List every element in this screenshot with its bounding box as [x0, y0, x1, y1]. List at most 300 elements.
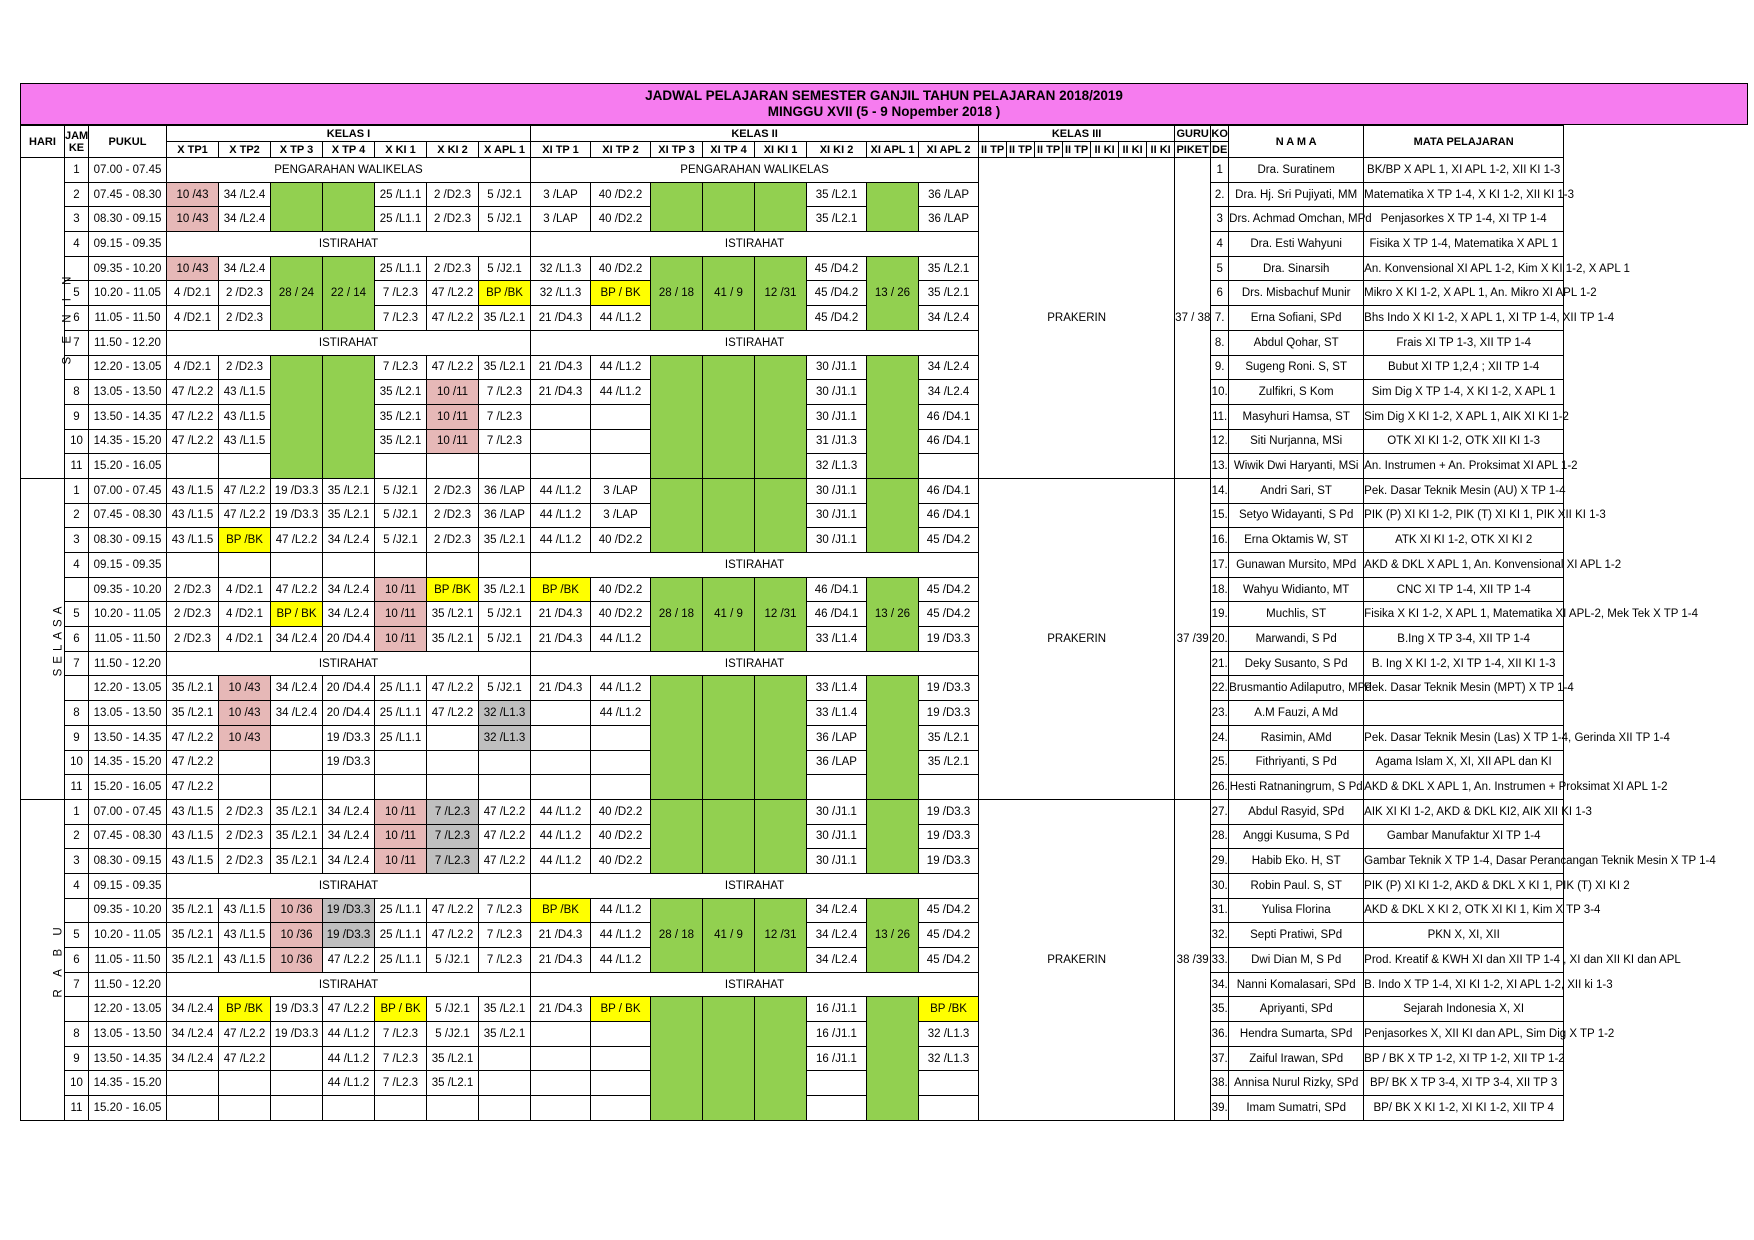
col-kelas2: KELAS II	[531, 126, 979, 142]
lesson-cell: 45 /D4.2	[919, 577, 979, 602]
lesson-cell: 40 /D2.2	[591, 824, 651, 849]
lesson-cell: 5 /J2.1	[479, 676, 531, 701]
class-header-k1: X TP 3	[271, 142, 323, 158]
lesson-cell: 34 /L2.4	[167, 997, 219, 1022]
period-time: 13.05 - 13.50	[89, 701, 167, 726]
lesson-cell: 5 /J2.1	[375, 503, 427, 528]
lesson-cell: 16 /J1.1	[807, 1022, 867, 1047]
lesson-cell: 45 /D4.2	[919, 948, 979, 973]
period-number	[65, 997, 89, 1022]
period-time: 15.20 - 16.05	[89, 775, 167, 800]
lesson-cell	[427, 553, 479, 578]
section-label: ISTIRAHAT	[531, 972, 979, 997]
day-label	[21, 478, 65, 799]
lesson-cell	[375, 775, 427, 800]
period-time: 11.05 - 11.50	[89, 948, 167, 973]
col-kelas3: KELAS III	[979, 126, 1175, 142]
lesson-cell	[591, 1096, 651, 1121]
lesson-cell: 21 /D4.3	[531, 355, 591, 380]
lesson-cell	[591, 429, 651, 454]
schedule-week: MINGGU XVII (5 - 9 Nopember 2018 )	[767, 104, 1001, 119]
teacher-name: Dra. Suratinem	[1229, 158, 1364, 183]
lesson-cell: 32 /L1.3	[479, 701, 531, 726]
lesson-cell	[271, 750, 323, 775]
teacher-code: 30.	[1211, 873, 1229, 898]
lesson-cell: 44 /L1.2	[531, 528, 591, 553]
teacher-name: Erna Oktamis W, ST	[1229, 528, 1364, 553]
lesson-cell: 44 /L1.2	[531, 478, 591, 503]
lesson-cell: 44 /L1.2	[591, 923, 651, 948]
lesson-cell: 43 /L1.5	[219, 923, 271, 948]
lesson-cell: 10 /36	[271, 948, 323, 973]
lesson-cell	[479, 1071, 531, 1096]
lesson-cell	[271, 725, 323, 750]
lesson-cell	[219, 775, 271, 800]
teacher-name: Apriyanti, SPd	[1229, 997, 1364, 1022]
lesson-cell: 5 /J2.1	[479, 182, 531, 207]
teacher-subject	[1364, 701, 1564, 726]
lesson-cell	[651, 478, 703, 552]
lesson-cell: 43 /L1.5	[167, 849, 219, 874]
lesson-cell: 35 /L2.1	[807, 207, 867, 232]
teacher-name: Abdul Rasyid, SPd	[1229, 799, 1364, 824]
lesson-cell	[531, 1022, 591, 1047]
lesson-cell: 10 /11	[427, 380, 479, 405]
lesson-cell	[531, 775, 591, 800]
lesson-cell	[807, 775, 867, 800]
lesson-cell	[651, 182, 703, 231]
lesson-cell: 7 /L2.3	[375, 281, 427, 306]
lesson-cell: 30 /J1.1	[807, 799, 867, 824]
lesson-cell	[591, 1046, 651, 1071]
period-time: 07.45 - 08.30	[89, 824, 167, 849]
lesson-cell: 43 /L1.5	[219, 898, 271, 923]
lesson-cell: 7 /L2.3	[375, 355, 427, 380]
lesson-cell: 34 /L2.4	[271, 701, 323, 726]
period-number: 3	[65, 849, 89, 874]
lesson-cell: 47 /L2.2	[167, 380, 219, 405]
period-number: 11	[65, 1096, 89, 1121]
col-hari: HARI	[21, 126, 65, 158]
lesson-cell: 25 /L1.1	[375, 207, 427, 232]
schedule-row	[21, 577, 1564, 602]
period-time: 10.20 - 11.05	[89, 923, 167, 948]
lesson-cell: 46 /D4.1	[919, 503, 979, 528]
teacher-subject: PKN X, XI, XII	[1364, 923, 1564, 948]
schedule-row	[21, 330, 1564, 355]
lesson-cell: 4 /D2.1	[219, 577, 271, 602]
day-name: R A B U	[52, 922, 65, 998]
teacher-name: Masyhuri Hamsa, ST	[1229, 404, 1364, 429]
lesson-cell: 47 /L2.2	[479, 824, 531, 849]
lesson-cell: 2 /D2.3	[427, 528, 479, 553]
class-header-k1: X TP 4	[323, 142, 375, 158]
lesson-cell: 16 /J1.1	[807, 997, 867, 1022]
lesson-cell	[591, 404, 651, 429]
lesson-cell: 47 /L2.2	[167, 750, 219, 775]
lesson-cell	[219, 553, 271, 578]
lesson-cell: 4 /D2.1	[167, 281, 219, 306]
lesson-cell	[427, 750, 479, 775]
lesson-cell: 34 /L2.4	[219, 207, 271, 232]
lesson-cell: 44 /L1.2	[591, 355, 651, 380]
teacher-name: Yulisa Florina	[1229, 898, 1364, 923]
lesson-cell: 4 /D2.1	[219, 627, 271, 652]
teacher-name: Dra. Hj. Sri Pujiyati, MM	[1229, 182, 1364, 207]
period-number: 1	[65, 799, 89, 824]
lesson-cell	[531, 701, 591, 726]
teacher-code: 22.	[1211, 676, 1229, 701]
lesson-cell	[271, 1046, 323, 1071]
lesson-cell: 2 /D2.3	[219, 824, 271, 849]
period-number: 4	[65, 232, 89, 257]
lesson-cell	[651, 355, 703, 478]
lesson-cell: 2 /D2.3	[167, 627, 219, 652]
class-header-k3: II KI	[1147, 142, 1175, 158]
period-time: 15.20 - 16.05	[89, 454, 167, 479]
lesson-cell: 7 /L2.3	[375, 1071, 427, 1096]
lesson-cell: 36 /LAP	[479, 503, 531, 528]
col-piket: PIKET	[1176, 143, 1209, 156]
lesson-cell: 21 /D4.3	[531, 923, 591, 948]
lesson-cell	[427, 454, 479, 479]
guru-piket: 37 / 38	[1175, 158, 1211, 479]
day-name: SELASA	[52, 601, 65, 677]
period-number: 10	[65, 429, 89, 454]
lesson-cell: 2 /D2.3	[219, 849, 271, 874]
lesson-cell: 2 /D2.3	[167, 577, 219, 602]
teacher-name: Dwi Dian M, S Pd	[1229, 948, 1364, 973]
lesson-cell: 34 /L2.4	[271, 627, 323, 652]
schedule-row	[21, 182, 1564, 207]
lesson-cell: 19 /D3.3	[919, 701, 979, 726]
lesson-cell: 19 /D3.3	[323, 725, 375, 750]
lesson-cell: 19 /D3.3	[919, 824, 979, 849]
period-time: 13.50 - 14.35	[89, 1046, 167, 1071]
lesson-cell: 44 /L1.2	[591, 627, 651, 652]
lesson-cell	[755, 182, 807, 231]
lesson-cell: 44 /L1.2	[591, 948, 651, 973]
lesson-cell	[323, 1096, 375, 1121]
period-time: 13.05 - 13.50	[89, 1022, 167, 1047]
teacher-subject: Pek. Dasar Teknik Mesin (AU) X TP 1-4	[1364, 478, 1564, 503]
class-header-k2: XI KI 2	[807, 142, 867, 158]
class-header-k2: XI APL 2	[919, 142, 979, 158]
col-jam	[65, 126, 89, 158]
col-kelas1: KELAS I	[167, 126, 531, 142]
section-label: ISTIRAHAT	[531, 553, 979, 578]
lesson-cell: 36 /LAP	[807, 750, 867, 775]
lesson-cell: 4 /D2.1	[167, 306, 219, 331]
lesson-cell: 40 /D2.2	[591, 602, 651, 627]
lesson-cell: 47 /L2.2	[219, 1046, 271, 1071]
lesson-cell: 19 /D3.3	[271, 997, 323, 1022]
lesson-cell	[755, 355, 807, 478]
teacher-subject: Penjasorkes X TP 1-4, XI TP 1-4	[1364, 207, 1564, 232]
lesson-cell	[531, 454, 591, 479]
teacher-name: Brusmantio Adilaputro, MPd	[1229, 676, 1364, 701]
class-header-k1: X KI 2	[427, 142, 479, 158]
lesson-cell: 47 /L2.2	[427, 355, 479, 380]
lesson-cell	[219, 1096, 271, 1121]
lesson-cell: 10 /36	[271, 923, 323, 948]
lesson-cell	[271, 1096, 323, 1121]
lesson-cell: 25 /L1.1	[375, 701, 427, 726]
lesson-cell: 10 /11	[427, 404, 479, 429]
lesson-cell: 19 /D3.3	[919, 627, 979, 652]
lesson-cell: 19 /D3.3	[919, 676, 979, 701]
lesson-cell: 2 /D2.3	[427, 503, 479, 528]
teacher-name: Abdul Qohar, ST	[1229, 330, 1364, 355]
section-label: ISTIRAHAT	[167, 651, 531, 676]
lesson-cell: 7 /L2.3	[479, 948, 531, 973]
lesson-cell: 28 / 24	[271, 256, 323, 330]
teacher-name: Setyo Widayanti, S Pd	[1229, 503, 1364, 528]
lesson-cell: 7 /L2.3	[479, 429, 531, 454]
teacher-name: Marwandi, S Pd	[1229, 627, 1364, 652]
lesson-cell: 25 /L1.1	[375, 676, 427, 701]
schedule-row	[21, 676, 1564, 701]
lesson-cell: BP /BK	[479, 281, 531, 306]
lesson-cell: 30 /J1.1	[807, 849, 867, 874]
period-number: 5	[65, 281, 89, 306]
teacher-code: 23.	[1211, 701, 1229, 726]
teacher-subject: Pek. Dasar Teknik Mesin (MPT) X TP 1-4	[1364, 676, 1564, 701]
lesson-cell: 40 /D2.2	[591, 182, 651, 207]
lesson-cell: 10 /43	[167, 207, 219, 232]
lesson-cell: 35 /L2.1	[323, 478, 375, 503]
period-time: 09.35 - 10.20	[89, 577, 167, 602]
lesson-cell: 34 /L2.4	[323, 528, 375, 553]
teacher-subject: Agama Islam X, XI, XII APL dan KI	[1364, 750, 1564, 775]
class-header-k2: XI TP 3	[651, 142, 703, 158]
col-guru: GURU	[1176, 127, 1209, 140]
class-header-k3: II TP	[1007, 142, 1035, 158]
lesson-cell: 21 /D4.3	[531, 306, 591, 331]
lesson-cell: 32 /L1.3	[479, 725, 531, 750]
lesson-cell	[167, 1096, 219, 1121]
lesson-cell: 31 /J1.3	[807, 429, 867, 454]
lesson-cell: 43 /L1.5	[219, 429, 271, 454]
period-number: 1	[65, 158, 89, 183]
teacher-name: Imam Sumatri, SPd	[1229, 1096, 1364, 1121]
lesson-cell: 32 /L1.3	[919, 1046, 979, 1071]
period-time: 15.20 - 16.05	[89, 1096, 167, 1121]
teacher-code: 26.	[1211, 775, 1229, 800]
period-number: 8	[65, 380, 89, 405]
schedule-row	[21, 997, 1564, 1022]
class-header-k1: X APL 1	[479, 142, 531, 158]
lesson-cell	[591, 1022, 651, 1047]
period-time: 14.35 - 15.20	[89, 429, 167, 454]
period-time: 13.50 - 14.35	[89, 725, 167, 750]
lesson-cell: 41 / 9	[703, 577, 755, 651]
lesson-cell	[219, 1071, 271, 1096]
schedule-table	[20, 125, 1716, 1121]
lesson-cell	[755, 478, 807, 552]
lesson-cell	[867, 478, 919, 552]
teacher-subject: B. Indo X TP 1-4, XI KI 1-2, XI APL 1-2, XII ki 1-3	[1364, 972, 1564, 997]
lesson-cell: 30 /J1.1	[807, 380, 867, 405]
period-time: 11.50 - 12.20	[89, 651, 167, 676]
teacher-code: 24.	[1211, 725, 1229, 750]
teacher-code: 3	[1211, 207, 1229, 232]
period-number: 2	[65, 824, 89, 849]
section-label: ISTIRAHAT	[167, 232, 531, 257]
teacher-subject: BP/ BK X TP 3-4, XI TP 3-4, XII TP 3	[1364, 1071, 1564, 1096]
teacher-code: 33.	[1211, 948, 1229, 973]
lesson-cell: 35 /L2.1	[919, 750, 979, 775]
lesson-cell	[375, 1096, 427, 1121]
lesson-cell	[219, 454, 271, 479]
period-time: 11.05 - 11.50	[89, 627, 167, 652]
period-time: 07.00 - 07.45	[89, 478, 167, 503]
lesson-cell: 2 /D2.3	[427, 256, 479, 281]
lesson-cell: 35 /L2.1	[375, 380, 427, 405]
lesson-cell: 3 /LAP	[531, 207, 591, 232]
lesson-cell: 47 /L2.2	[167, 404, 219, 429]
lesson-cell: 46 /D4.1	[919, 478, 979, 503]
period-time: 12.20 - 13.05	[89, 355, 167, 380]
lesson-cell: 7 /L2.3	[479, 380, 531, 405]
teacher-code: 20.	[1211, 627, 1229, 652]
class-header-k3: II TP	[1035, 142, 1063, 158]
lesson-cell: 47 /L2.2	[427, 676, 479, 701]
lesson-cell: 46 /D4.1	[919, 429, 979, 454]
teacher-subject: AKD & DKL X KI 2, OTK XI KI 1, Kim X TP 3-4	[1364, 898, 1564, 923]
lesson-cell: 20 /D4.4	[323, 627, 375, 652]
period-number: 5	[65, 602, 89, 627]
lesson-cell: 34 /L2.4	[219, 182, 271, 207]
lesson-cell: 21 /D4.3	[531, 627, 591, 652]
teacher-name: Zaiful Irawan, SPd	[1229, 1046, 1364, 1071]
col-nama: N A M A	[1229, 126, 1364, 158]
period-number	[65, 676, 89, 701]
lesson-cell: 7 /L2.3	[427, 824, 479, 849]
lesson-cell: 35 /L2.1	[479, 528, 531, 553]
lesson-cell: 45 /D4.2	[807, 281, 867, 306]
lesson-cell: 45 /D4.2	[919, 602, 979, 627]
lesson-cell	[375, 750, 427, 775]
lesson-cell	[591, 775, 651, 800]
lesson-cell: 22 / 14	[323, 256, 375, 330]
lesson-cell: 13 / 26	[867, 256, 919, 330]
period-number: 1	[65, 478, 89, 503]
lesson-cell: 35 /L2.1	[427, 1046, 479, 1071]
lesson-cell	[867, 997, 919, 1120]
lesson-cell: 47 /L2.2	[427, 701, 479, 726]
teacher-name: Septi Pratiwi, SPd	[1229, 923, 1364, 948]
day-name: S E N I N	[61, 271, 74, 365]
lesson-cell: 43 /L1.5	[219, 404, 271, 429]
period-time: 10.20 - 11.05	[89, 602, 167, 627]
lesson-cell	[531, 750, 591, 775]
lesson-cell: 19 /D3.3	[323, 750, 375, 775]
lesson-cell: BP /BK	[427, 577, 479, 602]
teacher-code: 35.	[1211, 997, 1229, 1022]
lesson-cell: 7 /L2.3	[375, 1046, 427, 1071]
class-header-k2: XI TP 1	[531, 142, 591, 158]
period-time: 10.20 - 11.05	[89, 281, 167, 306]
lesson-cell	[167, 553, 219, 578]
teacher-code: 18.	[1211, 577, 1229, 602]
lesson-cell	[919, 454, 979, 479]
lesson-cell	[479, 750, 531, 775]
section-label: PENGARAHAN WALIKELAS	[167, 158, 531, 183]
teacher-code: 1	[1211, 158, 1229, 183]
lesson-cell: 35 /L2.1	[919, 256, 979, 281]
lesson-cell	[591, 750, 651, 775]
lesson-cell: 2 /D2.3	[167, 602, 219, 627]
schedule-row	[21, 553, 1564, 578]
schedule-row	[21, 478, 1564, 503]
lesson-cell: 47 /L2.2	[479, 799, 531, 824]
period-number: 3	[65, 528, 89, 553]
lesson-cell: 34 /L2.4	[271, 676, 323, 701]
teacher-name: Siti Nurjanna, MSi	[1229, 429, 1364, 454]
lesson-cell: 44 /L1.2	[531, 824, 591, 849]
teacher-code: 37.	[1211, 1046, 1229, 1071]
lesson-cell: 16 /J1.1	[807, 1046, 867, 1071]
period-time: 07.00 - 07.45	[89, 799, 167, 824]
lesson-cell	[807, 1071, 867, 1096]
class-header-k1: X KI 1	[375, 142, 427, 158]
lesson-cell: 47 /L2.2	[479, 849, 531, 874]
lesson-cell: 25 /L1.1	[375, 923, 427, 948]
lesson-cell: 28 / 18	[651, 577, 703, 651]
teacher-code: 4	[1211, 232, 1229, 257]
lesson-cell: 19 /D3.3	[919, 799, 979, 824]
teacher-code: 13.	[1211, 454, 1229, 479]
teacher-subject: BP/ BK X KI 1-2, XI KI 1-2, XII TP 4	[1364, 1096, 1564, 1121]
lesson-cell: 12 /31	[755, 256, 807, 330]
lesson-cell	[167, 1071, 219, 1096]
lesson-cell: 12 /31	[755, 577, 807, 651]
period-time: 07.45 - 08.30	[89, 182, 167, 207]
teacher-subject: Frais XI TP 1-3, XII TP 1-4	[1364, 330, 1564, 355]
lesson-cell: 7 /L2.3	[375, 1022, 427, 1047]
teacher-code: 34.	[1211, 972, 1229, 997]
lesson-cell	[271, 1071, 323, 1096]
teacher-code: 36.	[1211, 1022, 1229, 1047]
lesson-cell: 44 /L1.2	[323, 1046, 375, 1071]
lesson-cell: 35 /L2.1	[919, 281, 979, 306]
lesson-cell: 2 /D2.3	[219, 281, 271, 306]
lesson-cell: 28 / 18	[651, 256, 703, 330]
lesson-cell: 47 /L2.2	[167, 725, 219, 750]
lesson-cell: 47 /L2.2	[427, 306, 479, 331]
period-time: 09.15 - 09.35	[89, 553, 167, 578]
teacher-code: 5	[1211, 256, 1229, 281]
lesson-cell	[919, 1071, 979, 1096]
lesson-cell: 35 /L2.1	[479, 577, 531, 602]
lesson-cell	[703, 676, 755, 799]
lesson-cell: 40 /D2.2	[591, 849, 651, 874]
section-label: ISTIRAHAT	[531, 873, 979, 898]
lesson-cell: 35 /L2.1	[167, 948, 219, 973]
lesson-cell: 35 /L2.1	[427, 1071, 479, 1096]
lesson-cell: 45 /D4.2	[919, 923, 979, 948]
lesson-cell: 34 /L2.4	[167, 1046, 219, 1071]
lesson-cell: 3 /LAP	[531, 182, 591, 207]
lesson-cell: 35 /L2.1	[479, 1022, 531, 1047]
lesson-cell	[375, 454, 427, 479]
lesson-cell: 4 /D2.1	[219, 602, 271, 627]
lesson-cell: 10 /11	[375, 602, 427, 627]
lesson-cell	[703, 997, 755, 1120]
lesson-cell: 44 /L1.2	[531, 503, 591, 528]
teacher-code: 2.	[1211, 182, 1229, 207]
